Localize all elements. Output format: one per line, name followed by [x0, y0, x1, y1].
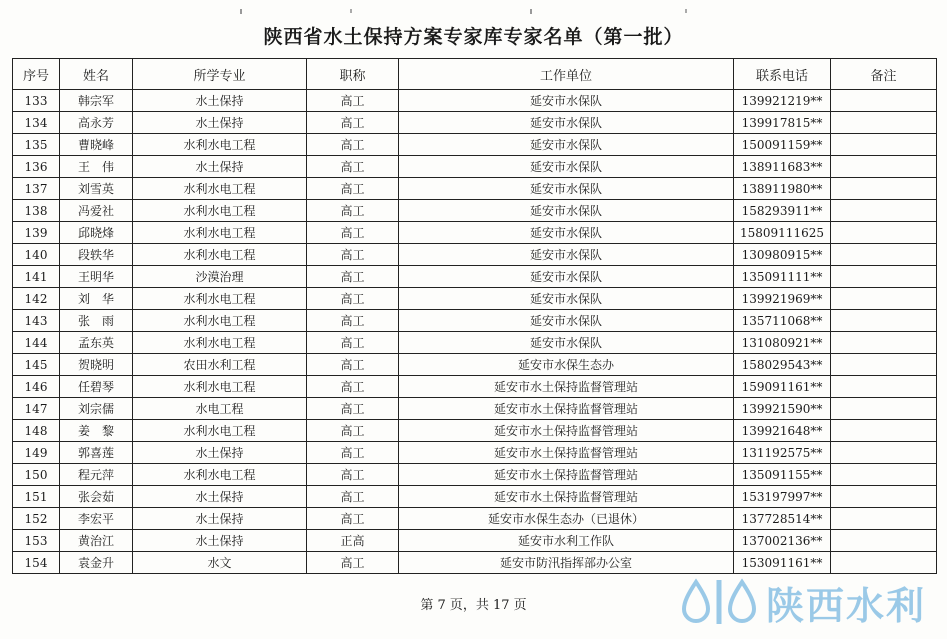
cell-title: 高工 [307, 90, 399, 112]
cell-major: 农田水利工程 [133, 354, 307, 376]
cell-major: 水电工程 [133, 398, 307, 420]
cell-number: 145 [13, 354, 60, 376]
cell-phone: 153197997** [734, 486, 831, 508]
cell-remarks [831, 156, 937, 178]
cell-employer: 延安市水保队 [399, 244, 734, 266]
cell-number: 137 [13, 178, 60, 200]
cell-title: 高工 [307, 442, 399, 464]
expert-table [12, 58, 937, 574]
cell-major: 水土保持 [133, 530, 307, 552]
cell-major: 水利水电工程 [133, 464, 307, 486]
cell-remarks [831, 530, 937, 552]
col-header-employer: 工作单位 [399, 59, 734, 90]
document-title: 陕西省水土保持方案专家库专家名单（第一批） [263, 26, 684, 48]
cell-remarks [831, 244, 937, 266]
cell-phone: 138911980** [734, 178, 831, 200]
cell-title: 高工 [307, 486, 399, 508]
cell-employer: 延安市水保队 [399, 90, 734, 112]
cell-name: 高永芳 [60, 112, 133, 134]
cell-employer: 延安市水土保持监督管理站 [399, 376, 734, 398]
cell-remarks [831, 376, 937, 398]
table-row [13, 442, 937, 464]
cell-number: 133 [13, 90, 60, 112]
table-row [13, 90, 937, 112]
cell-employer: 延安市水保队 [399, 200, 734, 222]
cell-name: 张会茹 [60, 486, 133, 508]
cell-name: 袁金升 [60, 552, 133, 574]
cell-remarks [831, 332, 937, 354]
cell-number: 142 [13, 288, 60, 310]
cell-remarks [831, 178, 937, 200]
cell-remarks [831, 420, 937, 442]
cell-major: 水利水电工程 [133, 244, 307, 266]
table-row [13, 552, 937, 574]
table-row [13, 398, 937, 420]
cell-title: 高工 [307, 266, 399, 288]
table-row [13, 420, 937, 442]
cell-major: 水利水电工程 [133, 310, 307, 332]
cell-phone: 138911683** [734, 156, 831, 178]
cell-major: 水利水电工程 [133, 332, 307, 354]
cell-employer: 延安市水保队 [399, 310, 734, 332]
cell-phone: 158293911** [734, 200, 831, 222]
watermark-text: 陕西水利 [766, 583, 927, 628]
cell-remarks [831, 200, 937, 222]
cell-number: 144 [13, 332, 60, 354]
cell-remarks [831, 266, 937, 288]
table-row [13, 134, 937, 156]
table-row [13, 508, 937, 530]
cell-major: 水利水电工程 [133, 178, 307, 200]
cell-remarks [831, 442, 937, 464]
cell-phone: 135091111** [734, 266, 831, 288]
cell-phone: 131192575** [734, 442, 831, 464]
cell-employer: 延安市水保队 [399, 156, 734, 178]
cell-remarks [831, 398, 937, 420]
cell-phone: 139921219** [734, 90, 831, 112]
table-row [13, 266, 937, 288]
cell-name: 刘 华 [60, 288, 133, 310]
cell-title: 高工 [307, 310, 399, 332]
cell-number: 149 [13, 442, 60, 464]
table-row [13, 310, 937, 332]
col-header-number: 序号 [13, 59, 60, 90]
cell-name: 王明华 [60, 266, 133, 288]
cell-remarks [831, 134, 937, 156]
cell-number: 147 [13, 398, 60, 420]
cell-major: 水利水电工程 [133, 134, 307, 156]
cell-phone: 139921648** [734, 420, 831, 442]
cell-employer: 延安市水土保持监督管理站 [399, 398, 734, 420]
cell-number: 141 [13, 266, 60, 288]
cell-major: 水文 [133, 552, 307, 574]
cell-remarks [831, 310, 937, 332]
cell-name: 任碧琴 [60, 376, 133, 398]
cell-employer: 延安市水土保持监督管理站 [399, 420, 734, 442]
cell-name: 郭喜莲 [60, 442, 133, 464]
cell-name: 黄治江 [60, 530, 133, 552]
cell-employer: 延安市水利工作队 [399, 530, 734, 552]
table-row [13, 156, 937, 178]
cell-phone: 135091155** [734, 464, 831, 486]
scan-artifacts [230, 0, 700, 6]
cell-major: 水土保持 [133, 486, 307, 508]
cell-name: 冯爱社 [60, 200, 133, 222]
cell-name: 王 伟 [60, 156, 133, 178]
cell-name: 李宏平 [60, 508, 133, 530]
cell-title: 高工 [307, 178, 399, 200]
cell-title: 高工 [307, 200, 399, 222]
cell-name: 段轶华 [60, 244, 133, 266]
cell-phone: 139921590** [734, 398, 831, 420]
cell-phone: 130980915** [734, 244, 831, 266]
cell-title: 正高 [307, 530, 399, 552]
cell-phone: 139921969** [734, 288, 831, 310]
cell-employer: 延安市水保队 [399, 266, 734, 288]
cell-number: 146 [13, 376, 60, 398]
cell-phone: 137002136** [734, 530, 831, 552]
col-header-name: 姓名 [60, 59, 133, 90]
table-row [13, 376, 937, 398]
cell-number: 148 [13, 420, 60, 442]
cell-major: 水土保持 [133, 156, 307, 178]
watermark [680, 576, 926, 628]
cell-employer: 延安市防汛指挥部办公室 [399, 552, 734, 574]
cell-phone: 153091161** [734, 552, 831, 574]
cell-number: 136 [13, 156, 60, 178]
cell-title: 高工 [307, 464, 399, 486]
table-row [13, 178, 937, 200]
cell-major: 水利水电工程 [133, 288, 307, 310]
cell-remarks [831, 464, 937, 486]
cell-title: 高工 [307, 420, 399, 442]
cell-name: 韩宗军 [60, 90, 133, 112]
cell-major: 水土保持 [133, 112, 307, 134]
cell-number: 140 [13, 244, 60, 266]
cell-name: 孟东英 [60, 332, 133, 354]
cell-major: 水利水电工程 [133, 222, 307, 244]
cell-employer: 延安市水土保持监督管理站 [399, 464, 734, 486]
cell-employer: 延安市水土保持监督管理站 [399, 442, 734, 464]
table-row [13, 112, 937, 134]
table-header-row [13, 59, 937, 90]
cell-remarks [831, 552, 937, 574]
cell-major: 水土保持 [133, 442, 307, 464]
cell-title: 高工 [307, 552, 399, 574]
cell-remarks [831, 486, 937, 508]
cell-name: 刘雪英 [60, 178, 133, 200]
cell-employer: 延安市水保队 [399, 178, 734, 200]
cell-remarks [831, 112, 937, 134]
cell-remarks [831, 90, 937, 112]
cell-title: 高工 [307, 244, 399, 266]
cell-name: 刘宗儒 [60, 398, 133, 420]
cell-title: 高工 [307, 288, 399, 310]
cell-name: 程元萍 [60, 464, 133, 486]
cell-phone: 158029543** [734, 354, 831, 376]
cell-remarks [831, 222, 937, 244]
cell-title: 高工 [307, 398, 399, 420]
cell-phone: 150091159** [734, 134, 831, 156]
cell-number: 138 [13, 200, 60, 222]
cell-title: 高工 [307, 354, 399, 376]
col-header-remarks: 备注 [831, 59, 937, 90]
water-drop-logo-icon [680, 578, 758, 626]
cell-number: 152 [13, 508, 60, 530]
cell-number: 139 [13, 222, 60, 244]
table-row [13, 200, 937, 222]
cell-phone: 15809111625 [734, 222, 831, 244]
cell-employer: 延安市水保队 [399, 112, 734, 134]
cell-employer: 延安市水保队 [399, 134, 734, 156]
col-header-major: 所学专业 [133, 59, 307, 90]
cell-employer: 延安市水保队 [399, 288, 734, 310]
cell-major: 水土保持 [133, 508, 307, 530]
cell-phone: 137728514** [734, 508, 831, 530]
cell-major: 水利水电工程 [133, 200, 307, 222]
cell-number: 134 [13, 112, 60, 134]
col-header-phone: 联系电话 [734, 59, 831, 90]
table-row [13, 486, 937, 508]
table-row [13, 530, 937, 552]
cell-title: 高工 [307, 222, 399, 244]
cell-number: 154 [13, 552, 60, 574]
cell-employer: 延安市水保队 [399, 332, 734, 354]
cell-major: 水利水电工程 [133, 420, 307, 442]
cell-title: 高工 [307, 376, 399, 398]
cell-remarks [831, 508, 937, 530]
table-row [13, 288, 937, 310]
col-header-title: 职称 [307, 59, 399, 90]
table-row [13, 464, 937, 486]
cell-phone: 135711068** [734, 310, 831, 332]
cell-number: 151 [13, 486, 60, 508]
cell-major: 水利水电工程 [133, 376, 307, 398]
cell-number: 135 [13, 134, 60, 156]
cell-phone: 159091161** [734, 376, 831, 398]
cell-remarks [831, 354, 937, 376]
cell-major: 沙漠治理 [133, 266, 307, 288]
cell-major: 水土保持 [133, 90, 307, 112]
table-row [13, 354, 937, 376]
cell-name: 贺晓明 [60, 354, 133, 376]
table-row [13, 244, 937, 266]
cell-title: 高工 [307, 156, 399, 178]
cell-title: 高工 [307, 112, 399, 134]
cell-employer: 延安市水保队 [399, 222, 734, 244]
cell-number: 143 [13, 310, 60, 332]
cell-name: 姜 黎 [60, 420, 133, 442]
page-number: 第 7 页，共 17 页 [420, 598, 527, 613]
cell-employer: 延安市水土保持监督管理站 [399, 486, 734, 508]
cell-phone: 139917815** [734, 112, 831, 134]
cell-title: 高工 [307, 332, 399, 354]
cell-name: 邱晓烽 [60, 222, 133, 244]
cell-employer: 延安市水保生态办 [399, 354, 734, 376]
cell-title: 高工 [307, 508, 399, 530]
cell-name: 张 雨 [60, 310, 133, 332]
table-row [13, 332, 937, 354]
cell-employer: 延安市水保生态办（已退休） [399, 508, 734, 530]
cell-phone: 131080921** [734, 332, 831, 354]
cell-number: 150 [13, 464, 60, 486]
cell-title: 高工 [307, 134, 399, 156]
cell-remarks [831, 288, 937, 310]
cell-name: 曹晓峰 [60, 134, 133, 156]
table-row [13, 222, 937, 244]
cell-number: 153 [13, 530, 60, 552]
